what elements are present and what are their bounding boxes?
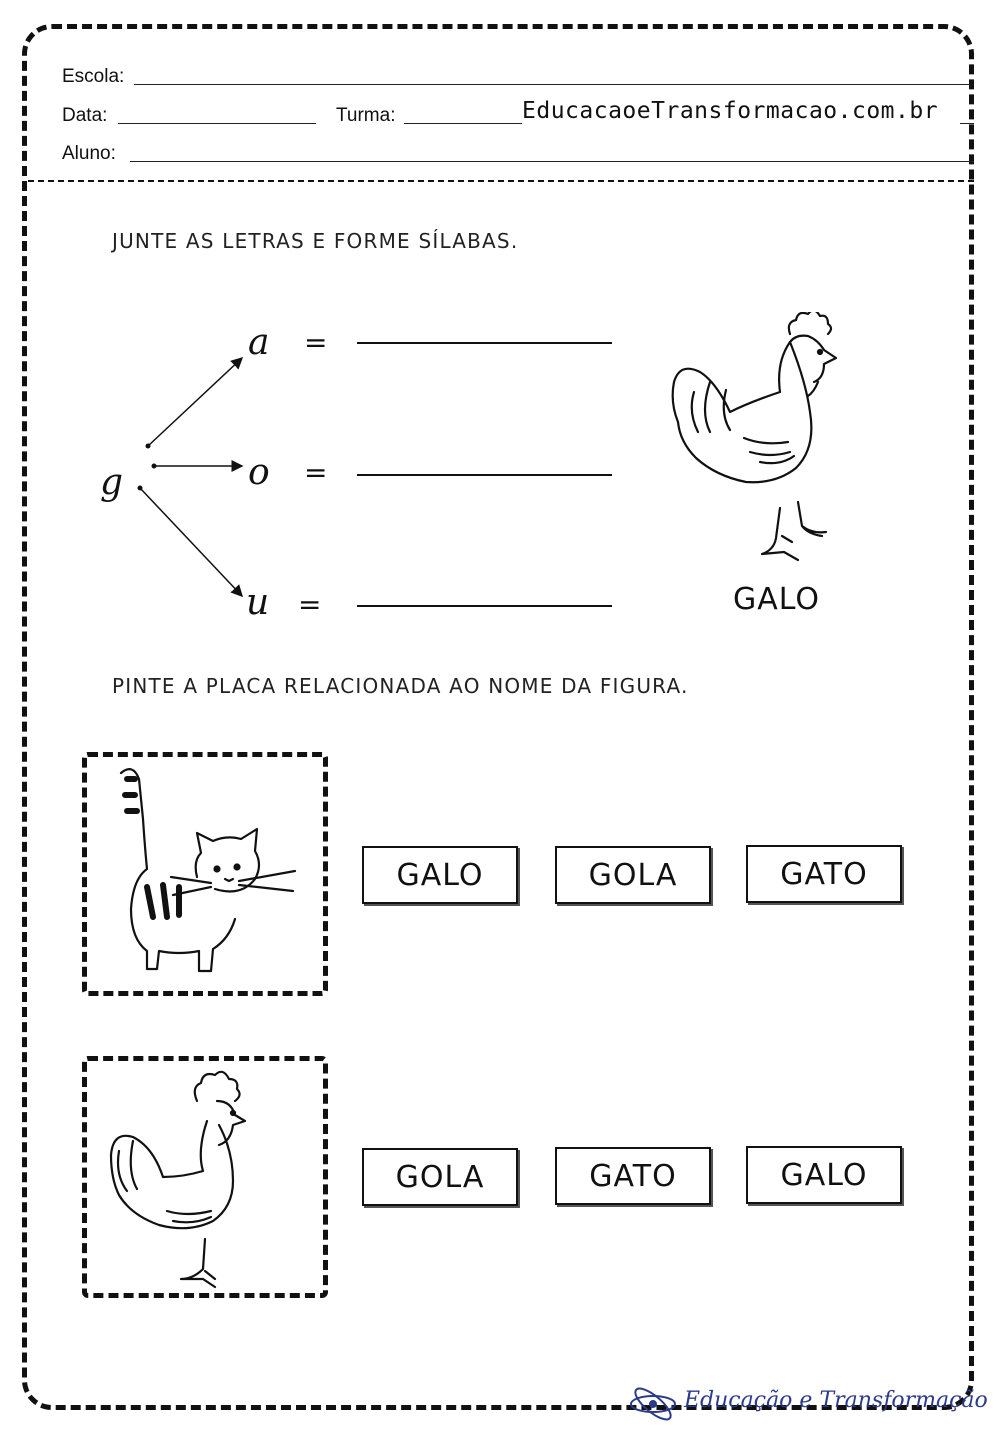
equals-a: = bbox=[304, 326, 328, 359]
arrow-to-a bbox=[148, 358, 242, 446]
data-label: Data: bbox=[62, 105, 108, 126]
instruction-plates: PINTE A PLACA RELACIONADA AO NOME DA FIGURA. bbox=[112, 674, 689, 698]
turma-label: Turma: bbox=[336, 105, 396, 126]
aluno-field[interactable] bbox=[130, 161, 974, 162]
footer-brand: Educação e Transformação bbox=[684, 1388, 988, 1413]
equals-o: = bbox=[304, 456, 328, 489]
consonant-letter: g bbox=[100, 462, 124, 503]
website-text: EducacaoeTransformacao.com.br bbox=[522, 98, 939, 124]
option-plate[interactable]: GOLA bbox=[555, 846, 711, 904]
aluno-label: Aluno: bbox=[62, 143, 116, 164]
cat-icon bbox=[87, 757, 323, 991]
picture-box-cat bbox=[82, 752, 328, 996]
picture-box-rooster bbox=[82, 1056, 328, 1298]
option-plate[interactable]: GATO bbox=[746, 845, 902, 903]
answer-line-a[interactable] bbox=[357, 342, 612, 344]
arrow-to-u bbox=[140, 488, 242, 596]
option-plate[interactable]: GOLA bbox=[362, 1148, 518, 1206]
escola-field[interactable] bbox=[134, 84, 972, 85]
header-divider bbox=[28, 180, 974, 182]
data-field[interactable] bbox=[118, 123, 316, 124]
option-plate[interactable]: GATO bbox=[555, 1147, 711, 1205]
option-plate[interactable]: GALO bbox=[362, 846, 518, 904]
arrows bbox=[130, 330, 260, 620]
turma-field[interactable] bbox=[404, 123, 522, 124]
option-plate[interactable]: GALO bbox=[746, 1146, 902, 1204]
escola-label: Escola: bbox=[62, 66, 125, 87]
picture-caption: GALO bbox=[733, 582, 821, 617]
vowel-o: o bbox=[248, 452, 270, 493]
rooster-small-icon bbox=[87, 1061, 323, 1293]
vowel-u: u bbox=[246, 582, 270, 623]
atom-logo-icon bbox=[628, 1386, 678, 1422]
equals-u: = bbox=[298, 588, 322, 621]
turma-field-end bbox=[960, 123, 974, 124]
answer-line-u[interactable] bbox=[357, 605, 612, 607]
instruction-syllables: JUNTE AS LETRAS E FORME SÍLABAS. bbox=[112, 229, 519, 253]
vowel-a: a bbox=[248, 322, 270, 363]
answer-line-o[interactable] bbox=[357, 474, 612, 476]
rooster-icon bbox=[670, 312, 870, 572]
